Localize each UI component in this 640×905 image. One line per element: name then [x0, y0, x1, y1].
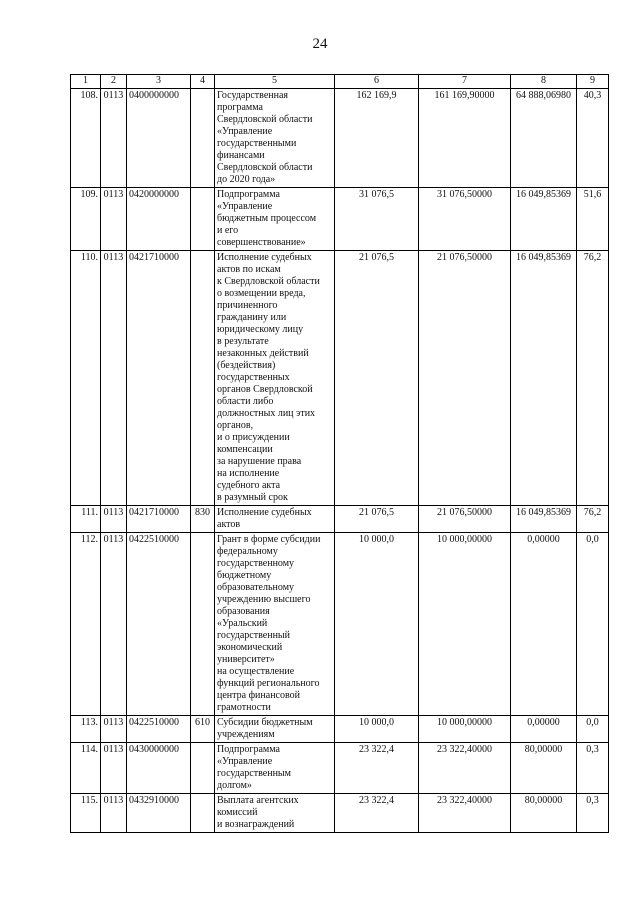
executed-amount: 0,00000 [511, 533, 577, 716]
execution-percent: 0,3 [577, 743, 609, 794]
approved-amount: 10 000,00000 [419, 533, 511, 716]
row-number: 114. [71, 743, 101, 794]
header-cell-9: 9 [577, 75, 609, 89]
section-code: 0113 [101, 743, 127, 794]
table-row [71, 251, 609, 506]
approved-amount: 161 169,90000 [419, 89, 511, 188]
section-code: 0113 [101, 506, 127, 533]
section-code: 0113 [101, 716, 127, 743]
executed-amount: 16 049,85369 [511, 506, 577, 533]
item-name: Подпрограмма «Управление бюджетным процессом и его совершенствование» [215, 188, 335, 251]
target-article-code: 0422510000 [127, 716, 191, 743]
execution-percent: 0,0 [577, 716, 609, 743]
planned-amount: 162 169,9 [335, 89, 419, 188]
execution-percent: 40,3 [577, 89, 609, 188]
expense-type-code [191, 743, 215, 794]
header-cell-8: 8 [511, 75, 577, 89]
approved-amount: 21 076,50000 [419, 251, 511, 506]
item-name: Подпрограмма «Управление государственным долгом» [215, 743, 335, 794]
table-row [71, 743, 609, 794]
table-body [71, 89, 609, 833]
table-row [71, 716, 609, 743]
execution-percent: 0,0 [577, 533, 609, 716]
header-cell-6: 6 [335, 75, 419, 89]
approved-amount: 23 322,40000 [419, 794, 511, 833]
target-article-code: 0422510000 [127, 533, 191, 716]
expense-type-code [191, 794, 215, 833]
target-article-code: 0421710000 [127, 251, 191, 506]
item-name: Грант в форме субсидии федеральному государственному бюджетному образовательному учреждению высшего образования «Уральский государственный экономический университет» на осуществление функций регионального центра финансовой грамотности [215, 533, 335, 716]
executed-amount: 16 049,85369 [511, 188, 577, 251]
approved-amount: 31 076,50000 [419, 188, 511, 251]
row-number: 111. [71, 506, 101, 533]
planned-amount: 21 076,5 [335, 506, 419, 533]
item-name: Государственная программа Свердловской области «Управление государственными финансами Свердловской области до 2020 года» [215, 89, 335, 188]
execution-percent: 0,3 [577, 794, 609, 833]
planned-amount: 23 322,4 [335, 743, 419, 794]
planned-amount: 10 000,0 [335, 533, 419, 716]
approved-amount: 23 322,40000 [419, 743, 511, 794]
target-article-code: 0432910000 [127, 794, 191, 833]
target-article-code: 0400000000 [127, 89, 191, 188]
section-code: 0113 [101, 89, 127, 188]
execution-percent: 51,6 [577, 188, 609, 251]
executed-amount: 16 049,85369 [511, 251, 577, 506]
planned-amount: 10 000,0 [335, 716, 419, 743]
table-row [71, 533, 609, 716]
header-row [71, 75, 609, 89]
target-article-code: 0421710000 [127, 506, 191, 533]
section-code: 0113 [101, 533, 127, 716]
target-article-code: 0420000000 [127, 188, 191, 251]
header-cell-4: 4 [191, 75, 215, 89]
row-number: 108. [71, 89, 101, 188]
item-name: Исполнение судебных актов [215, 506, 335, 533]
planned-amount: 21 076,5 [335, 251, 419, 506]
section-code: 0113 [101, 794, 127, 833]
row-number: 113. [71, 716, 101, 743]
executed-amount: 80,00000 [511, 743, 577, 794]
planned-amount: 31 076,5 [335, 188, 419, 251]
table-row [71, 188, 609, 251]
expense-type-code [191, 533, 215, 716]
table-row [71, 506, 609, 533]
planned-amount: 23 322,4 [335, 794, 419, 833]
row-number: 115. [71, 794, 101, 833]
header-cell-1: 1 [71, 75, 101, 89]
approved-amount: 21 076,50000 [419, 506, 511, 533]
target-article-code: 0430000000 [127, 743, 191, 794]
page-number: 24 [312, 36, 328, 52]
header-cell-5: 5 [215, 75, 335, 89]
expense-type-code: 830 [191, 506, 215, 533]
item-name: Исполнение судебных актов по искам к Свердловской области о возмещении вреда, причиненного гражданину или юридическому лицу в результате незаконных действий (бездействия) государственных органов Свердловской области либо должностных лиц этих органов, и о присуждении компенсации за нарушение права на исполнение судебного акта в разумный срок [215, 251, 335, 506]
item-name: Выплата агентских комиссий и вознаграждений [215, 794, 335, 833]
executed-amount: 0,00000 [511, 716, 577, 743]
expense-type-code [191, 251, 215, 506]
expense-type-code: 610 [191, 716, 215, 743]
budget-table [70, 74, 609, 833]
executed-amount: 64 888,06980 [511, 89, 577, 188]
header-cell-3: 3 [127, 75, 191, 89]
header-cell-7: 7 [419, 75, 511, 89]
table-row [71, 89, 609, 188]
row-number: 109. [71, 188, 101, 251]
section-code: 0113 [101, 251, 127, 506]
section-code: 0113 [101, 188, 127, 251]
header-cell-2: 2 [101, 75, 127, 89]
table-row [71, 794, 609, 833]
row-number: 110. [71, 251, 101, 506]
row-number: 112. [71, 533, 101, 716]
execution-percent: 76,2 [577, 251, 609, 506]
item-name: Субсидии бюджетным учреждениям [215, 716, 335, 743]
expense-type-code [191, 89, 215, 188]
execution-percent: 76,2 [577, 506, 609, 533]
expense-type-code [191, 188, 215, 251]
executed-amount: 80,00000 [511, 794, 577, 833]
approved-amount: 10 000,00000 [419, 716, 511, 743]
